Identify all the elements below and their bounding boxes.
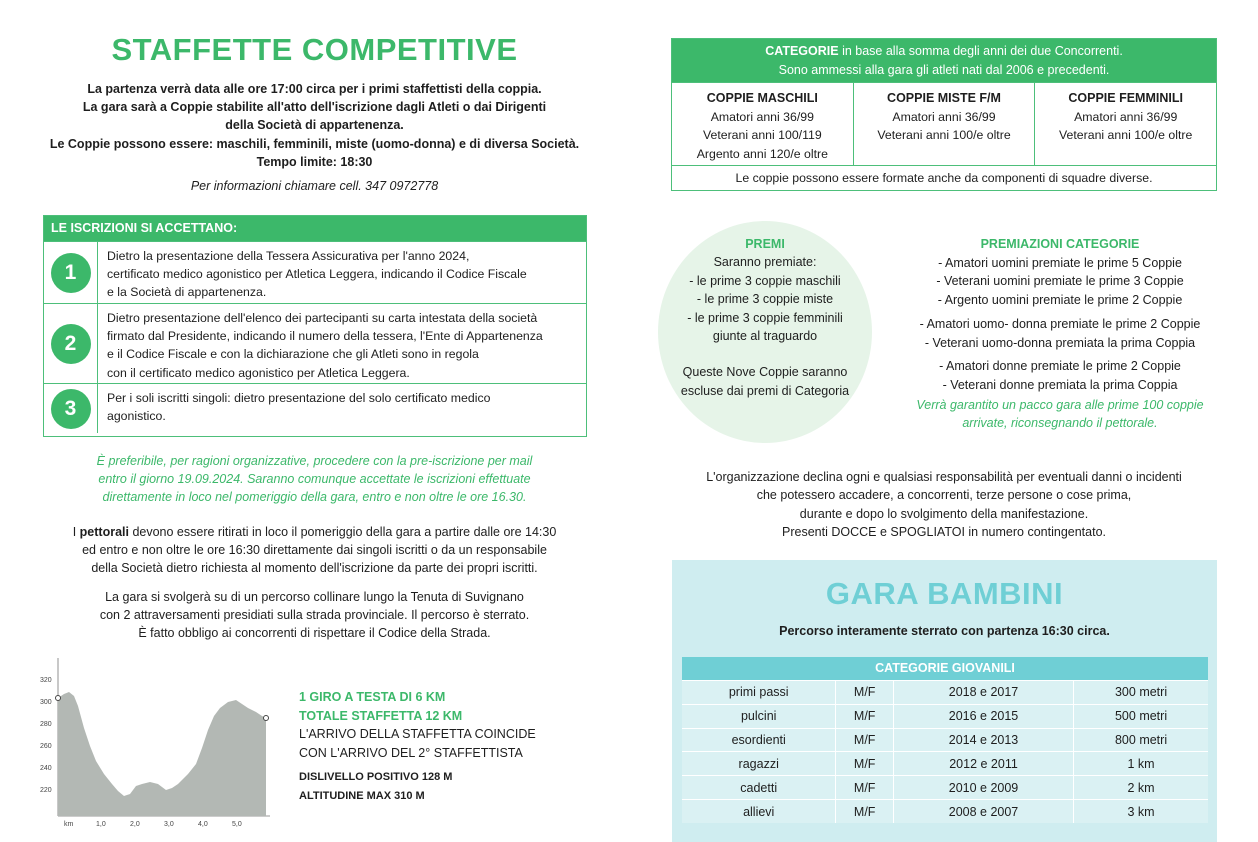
x-tick: 2,0 [130,821,140,828]
categoria-column: COPPIE MASCHILI Amatori anni 36/99 Veterani anni 100/119 Argento anni 120/e oltre [696,91,828,161]
gara-bambini-panel [672,560,1217,842]
categorie-footer: Le coppie possono essere formate anche da componenti di squadre diverse. [672,165,1216,190]
percorso-text: La gara si svolgerà su di un percorso collinare lungo la Tenuta di Suvignano con 2 attraversamenti presidiati sulla strada provinciale. Il percorso è sterrato. È fatto obbligo ai concorrenti di rispettare il Codice della Strada. [99,590,530,641]
step-text: Dietro presentazione dell'elenco dei partecipanti su carta intestata della società firmato dal Presidente, indicando il numero della tessera, l'Ente di Appartenenza e il Codice Fiscale e con la dichiarazione che gli Atleti sono in regola con il certificato medico agonistico per Atletica Leggera. [107,311,543,380]
y-tick: 280 [40,721,52,728]
x-tick: 3,0 [164,821,174,828]
step-text: Per i soli iscritti singoli: dietro presentazione del solo certificato medico agonistico. [107,391,491,424]
course-totale: TOTALE STAFFETTA 12 KM [299,708,463,723]
y-tick: 260 [40,743,52,750]
start-marker [56,696,61,701]
course-giro: 1 GIRO A TESTA DI 6 KM [299,690,446,704]
x-tick: 1,0 [96,821,106,828]
intro-line: Le Coppie possono essere: maschili, femminili, miste (uomo-donna) e di diversa Società. [49,136,580,151]
premiazioni-categorie: PREMIAZIONI CATEGORIE - Amatori uomini premiate le prime 5 Coppie - Veterani uomini premiate le prime 3 Coppie - Argento uomini premiate le prime 2 Coppie - Amatori uomo- donna premiate le prime 2 Coppie - Veterani uomo-donna premiata la prima Coppia - Amatori donne premiate le prime 2 Coppie - Veterani donne premiata la prima Coppia Verrà garantito un pacco gara alle prime 100 coppie arrivate, riconsegnando il pettorale. [897,235,1223,433]
course-dislivello: DISLIVELLO POSITIVO 128 M [299,771,453,783]
end-marker [264,716,269,721]
step-text: Dietro la presentazione della Tessera Assicurativa per l'anno 2024, certificato medico agonistico per Atletica Leggera, indicando il Codice Fiscale e la Società di appartenenza. [107,249,527,300]
categoria-column: COPPIE FEMMINILI Amatori anni 36/99 Veterani anni 100/e oltre [1034,83,1216,165]
bambini-subtitle: Percorso interamente sterrato con partenza 16:30 circa. [779,624,1110,638]
iscrizioni-box [43,215,587,437]
time-limit: Tempo limite: 18:30 [256,154,373,169]
categoria-column: COPPIE MISTE F/M Amatori anni 36/99 Veterani anni 100/e oltre [853,83,1035,165]
pettorali-text: I pettorali devono essere ritirati in loco il pomeriggio della gara a partire dalle ore 14:30 ed entro e non oltre le ore 16:30 direttamente dai singoli iscritti o da un responsabile della Società dietro richiesta al momento dell'iscrizione da parte dei propri iscritti. [72,525,557,576]
iscrizioni-row [44,303,586,383]
bambini-title: GARA BAMBINI [825,576,1064,611]
intro-line: della Società di appartenenza. [225,118,404,133]
iscrizioni-row [44,383,586,433]
iscrizioni-header: LE ISCRIZIONI SI ACCETTANO: [44,216,586,241]
premiazioni-title: PREMIAZIONI CATEGORIE [980,237,1140,251]
table-row: cadetti M/F 2010 e 2009 2 km [682,776,1208,800]
y-tick: 320 [40,677,52,684]
y-tick: 300 [40,699,52,706]
categorie-giovanili-table [682,657,1208,823]
preiscrizione-note: È preferibile, per ragioni organizzative, procedere con la pre-iscrizione per mail entro il giorno 19.09.2024. Saranno comunque accettate le iscrizioni effettuate direttamente in loco nel pomeriggio della gara, entro e non oltre le ore 16.30. [96,454,533,504]
intro-line: La gara sarà a Coppie stabilite all'atto dell'iscrizione dagli Atleti o dai Dirigenti [82,100,547,115]
table-row: pulcini M/F 2016 e 2015 500 metri [682,704,1208,728]
intro-line: La partenza verrà data alle ore 17:00 circa per i primi staffettisti della coppia. [87,82,542,96]
categorie-table [671,38,1217,191]
premi-title: PREMI [745,237,785,251]
step-number: 2 [51,324,91,364]
y-tick: 240 [40,765,52,772]
intro-text [20,80,609,171]
step-number: 3 [51,389,91,429]
premi-circle: PREMI Saranno premiate: - le prime 3 coppie maschili - le prime 3 coppie miste - le prime 3 coppie femminili giunte al traguardo Queste Nove Coppie saranno escluse dai premi di Categoria [658,221,872,443]
y-tick: 220 [40,787,52,794]
table-row: esordienti M/F 2014 e 2013 800 metri [682,728,1208,752]
course-info: 1 GIRO A TESTA DI 6 KM TOTALE STAFFETTA 12 KM L'ARRIVO DELLA STAFFETTA COINCIDE CON L'ARRIVO DEL 2° STAFFETTISTA DISLIVELLO POSITIVO 128 M ALTITUDINE MAX 310 M [299,688,599,805]
categorie-header: CATEGORIE in base alla somma degli anni dei due Concorrenti. Sono ammessi alla gara gli atleti nati dal 2006 e precedenti. [672,39,1216,82]
x-tick: 4,0 [198,821,208,828]
elevation-area [58,692,266,816]
right-page [629,0,1258,842]
table-row: allievi M/F 2008 e 2007 3 km [682,799,1208,823]
course-altitudine: ALTITUDINE MAX 310 M [299,789,425,802]
x-tick: km [64,821,74,828]
organizzazione-text: L'organizzazione declina ogni e qualsiasi responsabilità per eventuali danni o incidenti che potessero accadere, a concorrenti, terze persone o cose prima, durante e dopo lo svolgimento della manifestazione. Presenti DOCCE e SPOGLIATOI in numero contingentato. [706,470,1182,539]
x-tick: 5,0 [232,821,242,828]
step-number: 1 [51,253,91,293]
table-row: primi passi M/F 2018 e 2017 300 metri [682,681,1208,705]
page-title: STAFFETTE COMPETITIVE [111,32,518,67]
info-phone: Per informazioni chiamare cell. 347 0972778 [190,179,439,193]
elevation-profile [38,656,283,834]
iscrizioni-row [44,241,586,303]
table-row: ragazzi M/F 2012 e 2011 1 km [682,752,1208,776]
table-header: CATEGORIE GIOVANILI [682,657,1208,681]
